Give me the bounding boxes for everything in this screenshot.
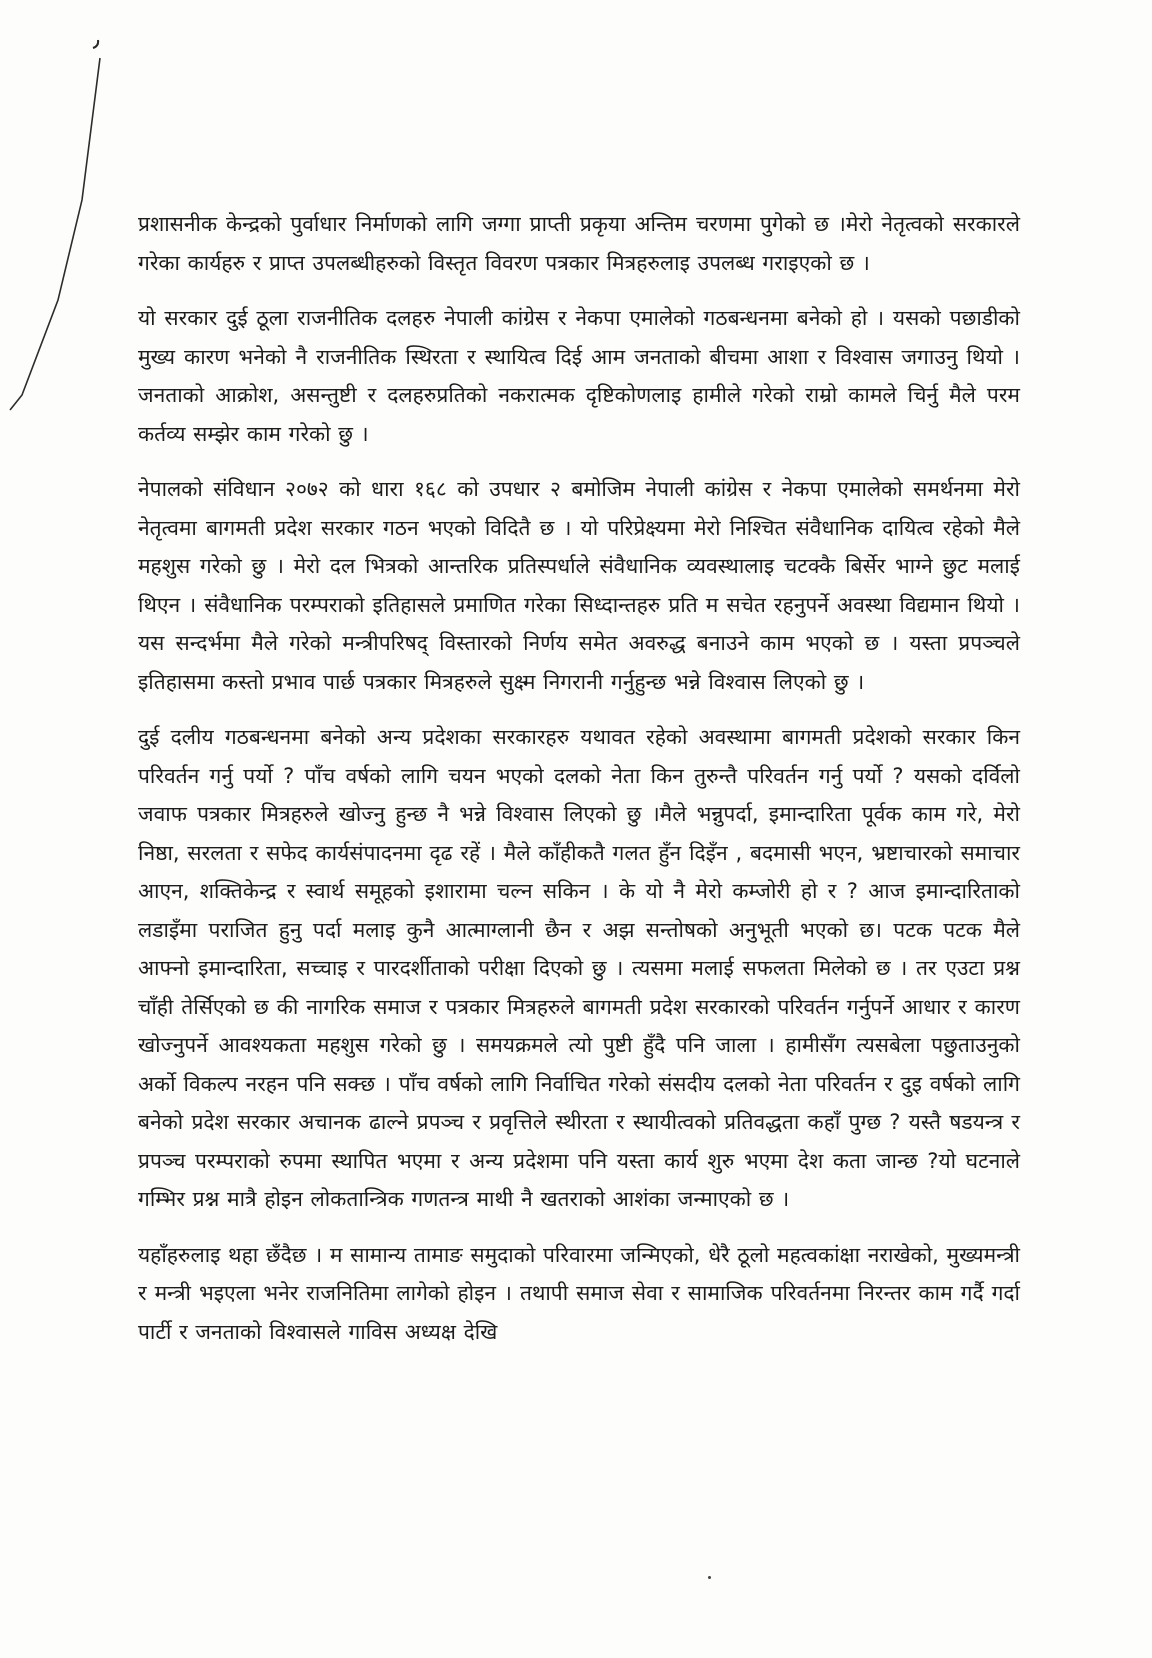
paragraph-3: नेपालको संविधान २०७२ को धारा १६८ को उपधार २ बमोजिम नेपाली कांग्रेस र नेकपा एमालेको समर्थनमा मेरो नेतृत्वमा बागमती प्रदेश सरकार गठन भएको विदितै छ । यो परिप्रेक्ष्यमा मेरो निश्चित संवैधानिक दायित्व रहेको मैले महशुस गरेको छु । मेरो दल भित्रको आन्तरिक प्रतिस्पर्धाले संवैधानिक व्यवस्थालाइ चटक्कै बिर्सेर भाग्ने छुट मलाई थिएन । संवैधानिक परम्पराको इतिहासले प्रमाणित गरेका सिध्दान्तहरु प्रति म सचेत रहनुपर्ने अवस्था विद्यमान थियो । यस सन्दर्भमा मैले गरेको मन्त्रीपरिषद् विस्तारको निर्णय समेत अवरुद्ध बनाउने काम भएको छ । यस्ता प्रपञ्चले इतिहासमा कस्तो प्रभाव पार्छ पत्रकार मित्रहरुले सुक्ष्म निगरानी गर्नुहुन्छ भन्ने विश्वास लिएको छु ।	[138, 477, 1020, 694]
paragraph-1: प्रशासनीक केन्द्रको पुर्वाधार निर्माणको लागि जग्गा प्राप्ती प्रकृया अन्तिम चरणमा पुगेको छ ।मेरो नेतृत्वको सरकारले गरेका कार्यहरु र प्राप्त उपलब्धीहरुको विस्तृत विवरण पत्रकार मित्रहरुलाइ उपलब्ध गराइएको छ ।	[138, 212, 1020, 275]
paragraph-2: यो सरकार दुई ठूला राजनीतिक दलहरु नेपाली कांग्रेस र नेकपा एमालेको गठबन्धनमा बनेको हो । यसको पछाडीको मुख्य कारण भनेको नै राजनीतिक स्थिरता र स्थायित्व दिई आम जनताको बीचमा आशा र विश्वास जगाउनु थियो । जनताको आक्रोश, असन्तुष्टी र दलहरुप्रतिको नकरात्मक दृष्टिकोणलाइ हामीले गरेको राम्रो कामले चिर्नु मैले परम कर्तव्य सम्झेर काम गरेको छु ।	[138, 306, 1020, 446]
document-body	[138, 205, 1020, 1368]
margin-pen-stroke	[0, 0, 160, 460]
paragraph-5: यहाँहरुलाइ थहा छँदैछ । म सामान्य तामाङ समुदाको परिवारमा जन्मिएको, धेरै ठूलो महत्वकांक्षा नराखेको, मुख्यमन्त्री र मन्त्री भइएला भनेर राजनितिमा लागेको होइन । तथापी समाज सेवा र सामाजिक परिवर्तनमा निरन्तर काम गर्दै गर्दा पार्टी र जनताको विश्वासले गाविस अध्यक्ष देखि	[138, 1242, 1020, 1344]
paragraph-4: दुई दलीय गठबन्धनमा बनेको अन्य प्रदेशका सरकारहरु यथावत रहेको अवस्थामा बागमती प्रदेशको सरकार किन परिवर्तन गर्नु पर्यो ? पाँच वर्षको लागि चयन भएको दलको नेता किन तुरुन्तै परिवर्तन गर्नु पर्यो ? यसको दर्विलो जवाफ पत्रकार मित्रहरुले खोज्नु हुन्छ नै भन्ने विश्वास लिएको छु ।मैले भन्नुपर्दा, इमान्दारिता पूर्वक काम गरे, मेरो निष्ठा, सरलता र सफेद कार्यसंपादनमा दृढ रहें । मैले काँहीकतै गलत हुँन दिइँन , बदमासी भएन, भ्रष्टाचारको समाचार आएन, शक्तिकेन्द्र र स्वार्थ समूहको इशारामा चल्न सकिन । के यो नै मेरो कम्जोरी हो र ? आज इमान्दारिताको लडाइँमा पराजित हुनु पर्दा मलाइ कुनै आत्माग्लानी छैन र अझ सन्तोषको अनुभूती भएको छ। पटक पटक मैले आफ्नो इमान्दारिता, सच्चाइ र पारदर्शीताको परीक्षा दिएको छु । त्यसमा मलाई सफलता मिलेको छ । तर एउटा प्रश्न चाँही तेर्सिएको छ की नागरिक समाज र पत्रकार मित्रहरुले बागमती प्रदेश सरकारको परिवर्तन गर्नुपर्ने आधार र कारण खोज्नुपर्ने आवश्यकता महशुस गरेको छु । समयक्रमले त्यो पुष्टी हुँदै पनि जाला । हामीसँग त्यसबेला पछुताउनुको अर्को विकल्प नरहन पनि सक्छ । पाँच वर्षको लागि निर्वाचित गरेको संसदीय दलको नेता परिवर्तन र दुइ वर्षको लागि बनेको प्रदेश सरकार अचानक ढाल्ने प्रपञ्च र प्रवृत्तिले स्थीरता र स्थायीत्वको प्रतिवद्धता कहाँ पुग्छ ? यस्तै षडयन्त्र र प्रपञ्च परम्पराको रुपमा स्थापित भएमा र अन्य प्रदेशमा पनि यस्ता कार्य शुरु भएमा देश कता जान्छ ?यो घटनाले गम्भिर प्रश्न मात्रै होइन लोकतान्त्रिक गणतन्त्र माथी नै खतराको आशंका जन्माएको छ ।	[138, 725, 1020, 1211]
stray-dot-mark	[708, 1576, 711, 1579]
